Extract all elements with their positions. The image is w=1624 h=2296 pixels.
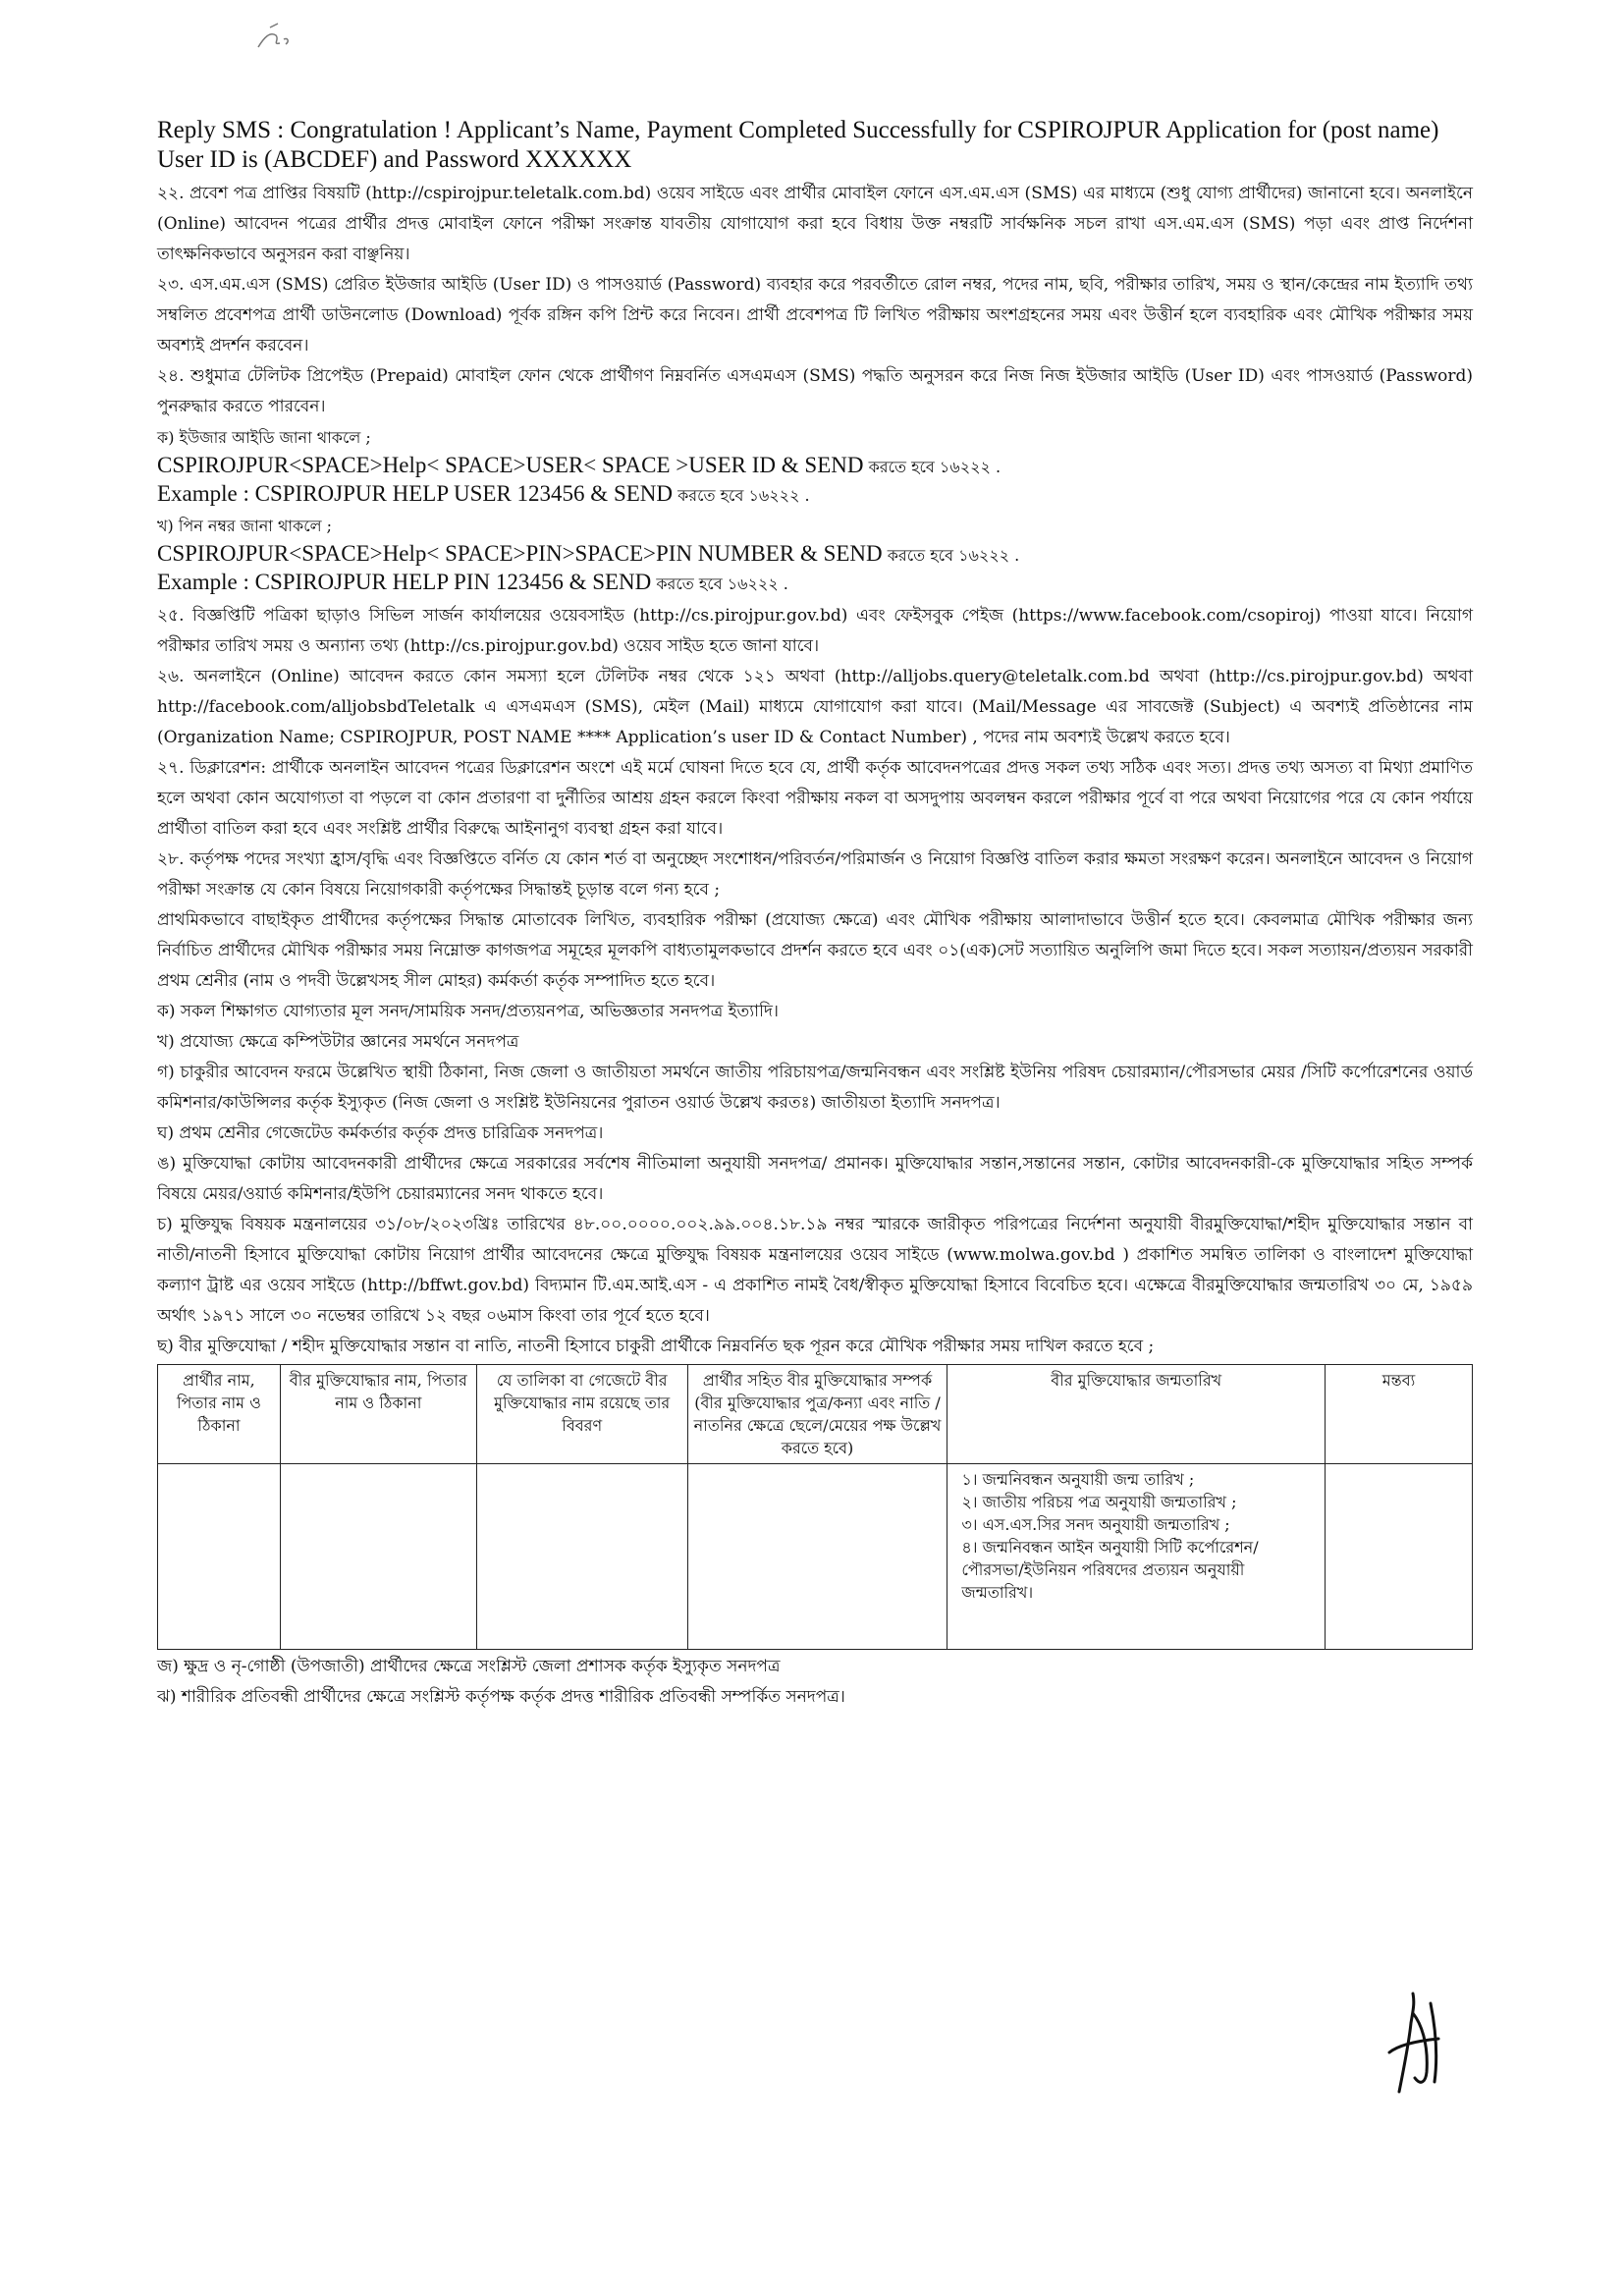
user-id-known-label: ক) ইউজার আইডি জানা থাকলে ; bbox=[157, 428, 371, 447]
table-header-cell: যে তালিকা বা গেজেটে বীর মুক্তিযোদ্ধার নাম রয়েছে তার বিবরণ bbox=[476, 1365, 687, 1464]
paragraph-24: ২৪. শুধুমাত্র টেলিটক প্রিপেইড (Prepaid) মোবাইল ফোন থেকে প্রার্থীগণ নিম্নবর্নিত এসএমএস (SMS) পদ্ধতি অনুসরন করে নিজ নিজ ইউজার আইডি (User ID) এবং পাসওয়ার্ড (Password) পুনরুদ্ধার করতে পারবেন। bbox=[157, 366, 1473, 416]
paragraph-26: ২৬. অনলাইনে (Online) আবেদন করতে কোন সমস্যা হলে টেলিটক নম্বর থেকে ১২১ অথবা (http://alljobs.query@teletalk.com.bd অথবা (http://cs.pirojpur.gov.bd) অথবা http://facebook.com/alljobsbdTeletalk এ এসএমএস (SMS), মেইল (Mail) মাধ্যমে যোগাযোগ করা যাবে। (Mail/Message এর সাবজেক্ট (Subject) এ অবশ্যই প্রতিষ্ঠানের নাম (Organization Name; CSPIROJPUR, POST NAME **** Application’s user ID & Contact Number) , পদের নাম অবশ্যই উল্লেখ করতে হবে। bbox=[157, 667, 1473, 747]
paragraph-28-continued: প্রাথমিকভাবে বাছাইকৃত প্রার্থীদের কর্তৃপক্ষের সিদ্ধান্ত মোতাবেক লিখিত, ব্যবহারিক পরীক্ষা (প্রযোজ্য ক্ষেত্রে) এবং মৌখিক পরীক্ষায় আলাদাভাবে উত্তীর্ন হতে হবে। কেবলমাত্র মৌখিক পরীক্ষার জন্য নির্বাচিত প্রার্থীদের মৌখিক পরীক্ষার সময় নিম্নোক্ত কাগজপত্র সমূহের মূলকপি বাধ্যতামুলকভাবে প্রদর্শন করতে হবে এবং ০১(এক)সেট সত্যায়িত অনুলিপি জমা দিতে হবে। সকল সত্যায়ন/প্রত্যয়ন সরকারী প্রথম শ্রেনীর (নাম ও পদবী উল্লেখসহ সীল মোহর) কর্মকর্তা কর্তৃক সম্পাদিত হতে হবে। bbox=[157, 910, 1473, 991]
document-page bbox=[157, 116, 1473, 1713]
pin-command-tail: করতে হবে ১৬২২২ . bbox=[882, 546, 1020, 565]
document-item-ja: জ) ক্ষুদ্র ও নৃ-গোষ্ঠী (উপজাতী) প্রার্থীদের ক্ষেত্রে সংশ্লিস্ট জেলা প্রশাসক কর্তৃক ইস্যুকৃত সনদপত্র bbox=[157, 1657, 781, 1676]
table-row bbox=[158, 1464, 1473, 1650]
document-item-uma: ঙ) মুক্তিযোদ্ধা কোটায় আবেদনকারী প্রার্থীদের ক্ষেত্রে সরকারের সর্বশেষ নীতিমালা অনুযায়ী সনদপত্র/ প্রমানক। মুক্তিযোদ্ধার সন্তান,সন্তানের সন্তান, কোটার আবেদনকারী-কে মুক্তিযোদ্ধার সহিত সম্পর্ক বিষয়ে মেয়র/ওয়ার্ড কমিশনার/ইউপি চেয়ারম্যানের সনদ থাকতে হবে। bbox=[157, 1154, 1473, 1204]
birth-date-cell bbox=[947, 1464, 1326, 1650]
user-id-command-tail: করতে হবে ১৬২২২ . bbox=[863, 458, 1001, 476]
document-item-ka: ক) সকল শিক্ষাগত যোগ্যতার মূল সনদ/সাময়িক সনদ/প্রত্যয়নপত্র, অভিজ্ঞতার সনদপত্র ইত্যাদি। bbox=[157, 1002, 779, 1021]
pen-mark-scribble bbox=[250, 18, 299, 57]
paragraph-28: ২৮. কর্তৃপক্ষ পদের সংখ্যা হ্রাস/বৃদ্ধি এবং বিজ্ঞপ্তিতে বর্নিত যে কোন শর্ত বা অনুচ্ছেদ সংশোধন/পরিবর্তন/পরিমার্জন ও নিয়োগ বিজ্ঞপ্তি বাতিল করার ক্ষমতা সংরক্ষণ করেন। অনলাইনে আবেদন ও নিয়োগ পরীক্ষা সংক্রান্ত যে কোন বিষয়ে নিয়োগকারী কর্তৃপক্ষের সিদ্ধান্তই চূড়ান্ত বলে গন্য হবে ; bbox=[157, 849, 1473, 900]
user-id-example-text: Example : CSPIROJPUR HELP USER 123456 & SEND bbox=[157, 481, 674, 506]
pin-known-label: খ) পিন নম্বর জানা থাকলে ; bbox=[157, 517, 333, 535]
table-header-cell: প্রার্থীর নাম, পিতার নাম ও ঠিকানা bbox=[158, 1365, 281, 1464]
table-cell-empty bbox=[280, 1464, 476, 1650]
user-id-example bbox=[157, 480, 1473, 509]
list-item: ৪। জন্মনিবন্ধন আইন অনুযায়ী সিটি কর্পোরেশন/পৌরসভা/ইউনিয়ন পরিষদের প্রত্যয়ন অনুযায়ী জন্মতারিখ। bbox=[961, 1538, 1259, 1602]
paragraph-27: ২৭. ডিক্লারেশন: প্রার্থীকে অনলাইন আবেদন পত্রের ডিক্লারেশন অংশে এই মর্মে ঘোষনা দিতে হবে যে, প্রার্থী কর্তৃক আবেদনপত্রের প্রদত্ত সকল তথ্য সঠিক এবং সত্য। প্রদত্ত তথ্য অসত্য বা মিথ্যা প্রমাণিত হলে অথবা কোন অযোগ্যতা বা পড়লে বা কোন প্রতারণা বা দুর্নীতির আশ্রয় গ্রহন করলে কিংবা পরীক্ষায় নকল বা অসদুপায় অবলম্বন করলে পরীক্ষার পূর্বে বা পরে অথবা নিয়োগের পরে যে কোন পর্যায়ে প্রার্থীতা বাতিল করা হবে এবং সংশ্লিষ্ট প্রার্থীর বিরুদ্ধে আইনানুগ ব্যবস্থা গ্রহন করা যাবে। bbox=[157, 758, 1473, 839]
document-item-chha: ছ) বীর মুক্তিযোদ্ধা / শহীদ মুক্তিযোদ্ধার সন্তান বা নাতি, নাতনী হিসাবে চাকুরী প্রার্থীকে নিম্নবর্নিত ছক পূরন করে মৌখিক পরীক্ষার সময় দাখিল করতে হবে ; bbox=[157, 1337, 1155, 1356]
list-item: ৩। এস.এস.সির সনদ অনুযায়ী জন্মতারিখ ; bbox=[961, 1515, 1230, 1534]
paragraph-23: ২৩. এস.এম.এস (SMS) প্রেরিত ইউজার আইডি (User ID) ও পাসওয়ার্ড (Password) ব্যবহার করে পরবর্তীতে রোল নম্বর, পদের নাম, ছবি, পরীক্ষার তারিখ, সময় ও স্থান/কেন্দ্রের নাম ইত্যাদি তথ্য সম্বলিত প্রবেশপত্র প্রার্থী ডাউনলোড (Download) পূর্বক রঙ্গিন কপি প্রিন্ট করে নিবেন। প্রার্থী প্রবেশপত্র টি লিখিত পরীক্ষায় অংশগ্রহনের সময় এবং উত্তীর্ন হলে ব্যবহারিক এবং মৌখিক পরীক্ষার সময় অবশ্যই প্রদর্শন করবেন। bbox=[157, 275, 1473, 355]
user-id-example-tail: করতে হবে ১৬২২২ . bbox=[673, 486, 810, 505]
user-id-command-text: CSPIROJPUR<SPACE>Help< SPACE>USER< SPACE >USER ID & SEND bbox=[157, 453, 864, 477]
pin-command-text: CSPIROJPUR<SPACE>Help< SPACE>PIN>SPACE>PIN NUMBER & SEND bbox=[157, 541, 883, 566]
table-cell-empty bbox=[158, 1464, 281, 1650]
document-item-gha: ঘ) প্রথম শ্রেনীর গেজেটেড কর্মকর্তার কর্তৃক প্রদত্ত চারিত্রিক সনদপত্র। bbox=[157, 1123, 604, 1143]
table-header-cell: মন্তব্য bbox=[1326, 1365, 1473, 1464]
signature-image bbox=[1370, 1984, 1458, 2111]
pin-example bbox=[157, 569, 1473, 597]
paragraph-25: ২৫. বিজ্ঞপ্তিটি পত্রিকা ছাড়াও সিভিল সার্জন কার্যালয়ের ওয়েবসাইড (http://cs.pirojpur.gov.bd) এবং ফেইসবুক পেইজ (https://www.facebook.com/csopiroj) পাওয়া যাবে। নিয়োগ পরীক্ষার তারিখ সময় ও অন্যান্য তথ্য (http://cs.pirojpur.gov.bd) ওয়েব সাইড হতে জানা যাবে। bbox=[157, 606, 1473, 656]
user-id-command bbox=[157, 452, 1473, 480]
table-header-row bbox=[158, 1365, 1473, 1464]
list-item: ২। জাতীয় পরিচয় পত্র অনুযায়ী জন্মতারিখ ; bbox=[961, 1493, 1237, 1511]
paragraph-22: ২২. প্রবেশ পত্র প্রাপ্তির বিষয়টি (http://cspirojpur.teletalk.com.bd) ওয়েব সাইডে এবং প্রার্থীর মোবাইল ফোনে এস.এম.এস (SMS) এর মাধ্যমে (শুধু যোগ্য প্রার্থীদের) জানানো হবে। অনলাইনে (Online) আবেদন পত্রের প্রার্থীর প্রদত্ত মোবাইল ফোনে পরীক্ষা সংক্রান্ত যাবতীয় যোগাযোগ করা হবে বিধায় উক্ত নম্বরটি সার্বক্ষনিক সচল রাখা এস.এম.এস (SMS) পড়া এবং প্রাপ্ত নির্দেশনা তাৎক্ষনিকভাবে অনুসরন করা বাঞ্ছনিয়। bbox=[157, 184, 1473, 264]
freedom-fighter-form-table bbox=[157, 1364, 1473, 1650]
pin-example-text: Example : CSPIROJPUR HELP PIN 123456 & SEND bbox=[157, 570, 652, 594]
list-item: ১। জন্মনিবন্ধন অনুযায়ী জন্ম তারিখ ; bbox=[961, 1470, 1195, 1489]
pin-command bbox=[157, 540, 1473, 569]
pin-example-tail: করতে হবে ১৬২২২ . bbox=[651, 574, 788, 593]
table-cell-empty bbox=[476, 1464, 687, 1650]
document-item-cha: চ) মুক্তিযুদ্ধ বিষয়ক মন্ত্রনালয়ের ৩১/০৮/২০২৩খ্রিঃ তারিখের ৪৮.০০.০০০০.০০২.৯৯.০০৪.১৮.১৯ নম্বর স্মারকে জারীকৃত পরিপত্রের নির্দেশনা অনুযায়ী বীরমুক্তিযোদ্ধা/শহীদ মুক্তিযোদ্ধার সন্তান বা নাতী/নাতনী হিসাবে মুক্তিযোদ্ধা কোটায় নিয়োগ প্রার্থীর আবেদনের ক্ষেত্রে মুক্তিযুদ্ধ বিষয়ক মন্ত্রনালয়ের ওয়েব সাইডে (www.molwa.gov.bd ) প্রকাশিত সমন্বিত তালিকা ও বাংলাদেশ মুক্তিযোদ্ধা কল্যাণ ট্রাষ্ট এর ওয়েব সাইডে (http://bffwt.gov.bd) বিদ্যমান টি.এম.আই.এস - এ প্রকাশিত নামই বৈধ/স্বীকৃত মুক্তিযোদ্ধা হিসাবে বিবেচিত হবে। এক্ষেত্রে বীরমুক্তিযোদ্ধার জন্মতারিখ ৩০ মে, ১৯৫৯ অর্থাৎ ১৯৭১ সালে ৩০ নভেম্বর তারিখে ১২ বছর ০৬মাস কিংবা তার পূর্বে হতে হবে। bbox=[157, 1215, 1473, 1326]
table-header-cell: বীর মুক্তিযোদ্ধার জন্মতারিখ bbox=[947, 1365, 1326, 1464]
table-header-cell: প্রার্থীর সহিত বীর মুক্তিযোদ্ধার সম্পর্ক (বীর মুক্তিযোদ্ধার পুত্র/কন্যা এবং নাতি /নাতনির ক্ষেত্রে ছেলে/মেয়ের পক্ষ উল্লেখ করতে হবে) bbox=[687, 1365, 947, 1464]
document-item-ga: গ) চাকুরীর আবেদন ফরমে উল্লেখিত স্থায়ী ঠিকানা, নিজ জেলা ও জাতীয়তা সমর্থনে জাতীয় পরিচায়পত্র/জন্মনিবন্ধন এবং সংশ্লিষ্ট ইউনিয় পরিষদ চেয়ারম্যান/পৌরসভার মেয়র /সিটি কর্পোরেশনের ওয়ার্ড কমিশনার/কাউন্সিলর কর্তৃক ইস্যুকৃত (নিজ জেলা ও সংশ্লিষ্ট ইউনিয়নের পুরাতন ওয়ার্ড উল্লেখ করতঃ) জাতীয়তা ইত্যাদি সনদপত্র। bbox=[157, 1063, 1473, 1113]
document-item-kha: খ) প্রযোজ্য ক্ষেত্রে কম্পিউটার জ্ঞানের সমর্থনে সনদপত্র bbox=[157, 1032, 519, 1052]
document-item-jha: ঝ) শারীরিক প্রতিবন্ধী প্রার্থীদের ক্ষেত্রে সংশ্লিস্ট কর্তৃপক্ষ কর্তৃক প্রদত্ত শারীরিক প্রতিবন্ধী সম্পর্কিত সনদপত্র। bbox=[157, 1687, 845, 1707]
table-cell-empty bbox=[687, 1464, 947, 1650]
table-header-cell: বীর মুক্তিযোদ্ধার নাম, পিতার নাম ও ঠিকানা bbox=[280, 1365, 476, 1464]
table-cell-empty bbox=[1326, 1464, 1473, 1650]
reply-sms-text: Reply SMS : Congratulation ! Applicant’s Name, Payment Completed Successfully for CSPIROJPUR Application for (post name) User ID is (ABCDEF) and Password XXXXXX bbox=[157, 117, 1439, 173]
